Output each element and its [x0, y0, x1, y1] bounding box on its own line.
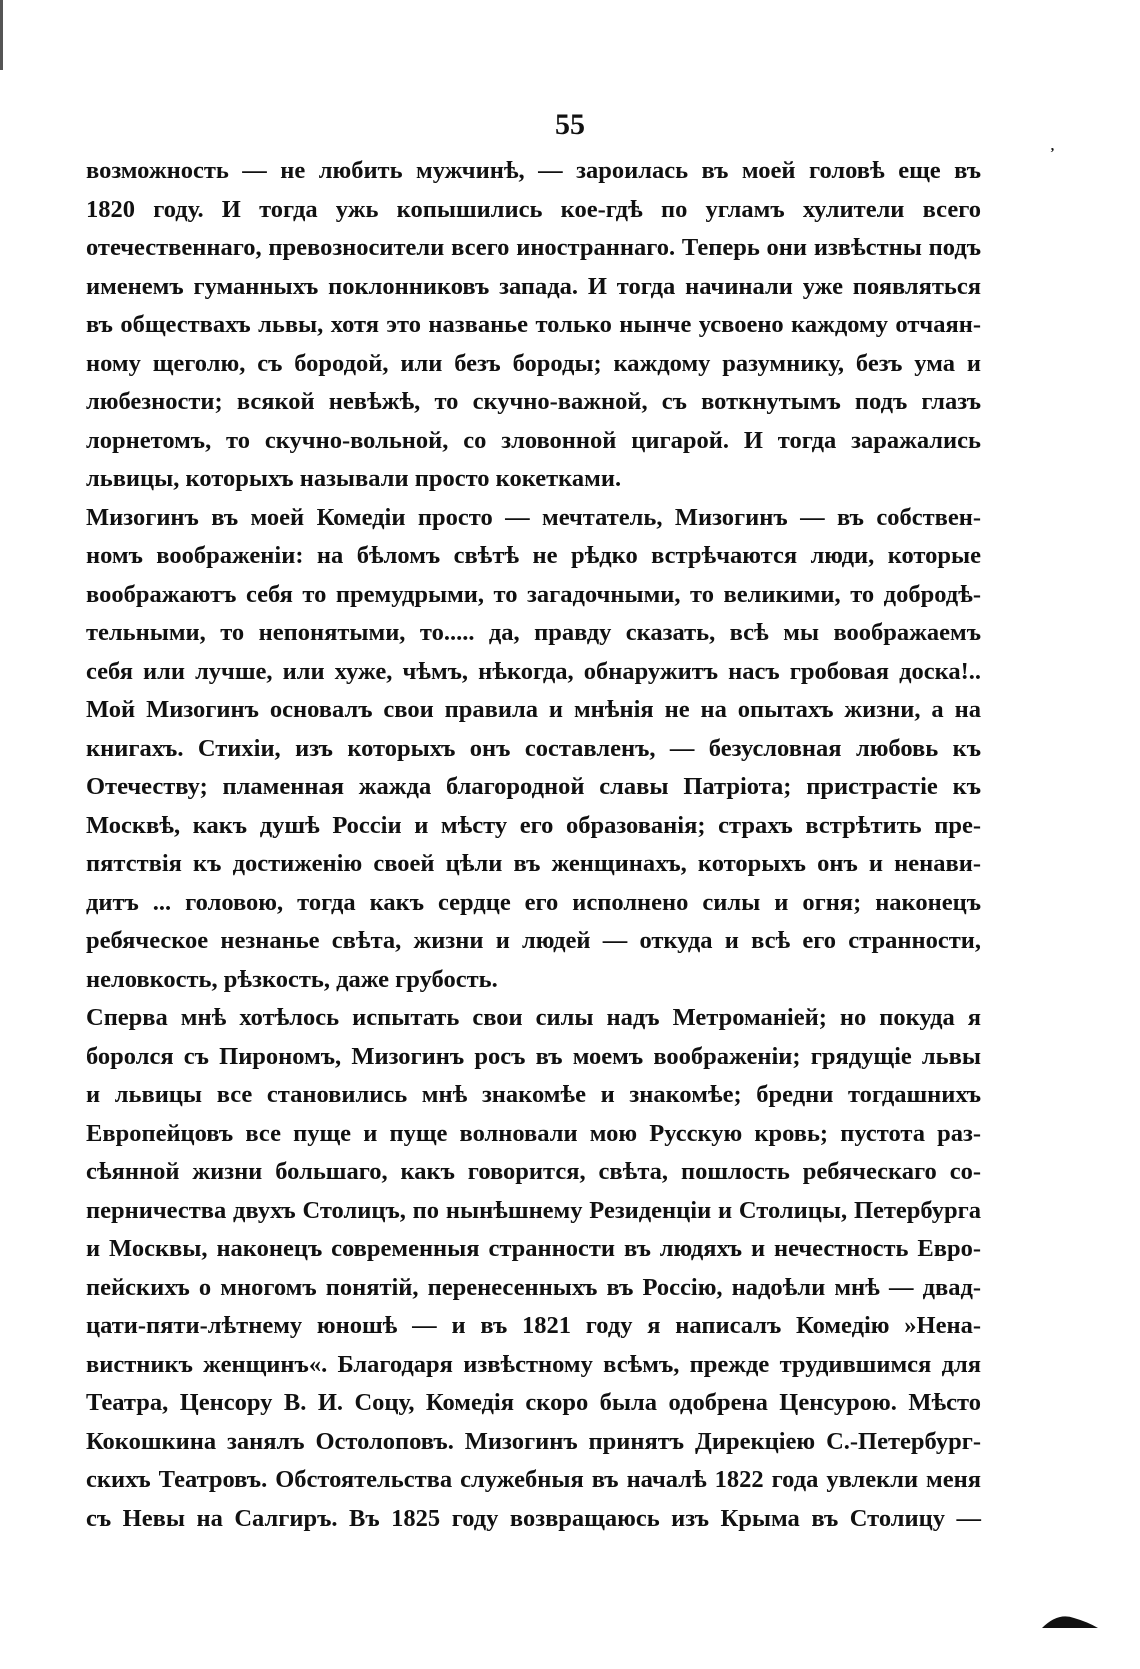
stray-mark: ’ — [1050, 146, 1055, 161]
text-line: скихъ Театровъ. Обстоятельства служебныя въ началѣ 1822 года увлекли меня — [86, 1466, 981, 1493]
text-line: съ Невы на Салгиръ. Въ 1825 году возвращаюсь изъ Крыма въ Столицу — — [86, 1504, 981, 1532]
text-line: 1820 году. И тогда ужь копышились кое-гдѣ по угламъ хулители всего — [86, 195, 981, 223]
text-line: Мой Мизогинъ основалъ свои правила и мнѣнія не на опытахъ жизни, а на — [86, 696, 981, 723]
text-line: перничества двухъ Столицъ, по нынѣшнему Резиденціи и Столицы, Петербурга — [86, 1196, 981, 1224]
text-line: львицы, которыхъ называли просто кокетками. — [86, 465, 622, 492]
text-line: дитъ ... головою, тогда какъ сердце его исполнено силы и огня; наконецъ — [86, 888, 981, 916]
body-text — [86, 152, 981, 1538]
text-line: себя или лучше, или хуже, чѣмъ, нѣкогда, обнаружитъ насъ гробовая доска!.. — [86, 657, 981, 685]
text-line: пейскихъ о многомъ понятій, перенесенныхъ въ Россію, надоѣли мнѣ — двад- — [86, 1273, 981, 1301]
text-line: номъ воображеніи: на бѣломъ свѣтѣ не рѣдко встрѣчаются люди, которые — [86, 542, 981, 569]
text-line: цати-пяти-лѣтнему юношѣ — и въ 1821 году я написалъ Комедію »Нена- — [86, 1312, 981, 1339]
text-line: боролся съ Пирономъ, Мизогинъ росъ въ моемъ воображеніи; грядущіе львы — [86, 1042, 981, 1070]
text-line: лорнетомъ, то скучно-вольной, со зловонной цигарой. И тогда заражались — [86, 426, 981, 454]
text-line: сѣянной жизни большаго, какъ говорится, свѣта, пошлость ребяческаго со- — [86, 1158, 981, 1185]
paragraph-start-line: Сперва мнѣ хотѣлось испытать свои силы надъ Метроманіей; но покуда я — [86, 1004, 981, 1031]
text-line: Отечеству; пламенная жажда благородной славы Патріота; пристрастіе къ — [86, 773, 981, 800]
text-line: Европейцовъ все пуще и пуще волновали мою Русскую кровь; пустота раз- — [86, 1119, 981, 1147]
page-corner-ornament — [1040, 1610, 1100, 1632]
text-line: Театра, Ценсору В. И. Соцу, Комедія скоро была одобрена Ценсурою. Мѣсто — [86, 1389, 981, 1416]
text-line: и Москвы, наконецъ современныя странности въ людяхъ и нечестность Евро- — [86, 1235, 981, 1262]
text-line: любезности; всякой невѣжѣ, то скучно-важной, съ воткнутымъ подъ глазъ — [86, 388, 981, 415]
text-line: книгахъ. Стихіи, изъ которыхъ онъ составленъ, — безусловная любовь къ — [86, 734, 981, 762]
text-line: воображаютъ себя то премудрыми, то загадочными, то великими, то добродѣ- — [86, 580, 981, 608]
text-line: тельными, то непонятыми, то..... да, правду сказать, всѣ мы воображаемъ — [86, 619, 981, 646]
paragraph-start-line: Мизогинъ въ моей Комедіи просто — мечтатель, Мизогинъ — въ собствен- — [86, 503, 981, 531]
text-line: именемъ гуманныхъ поклонниковъ запада. И тогда начинали уже появляться — [86, 272, 981, 300]
text-line: Москвѣ, какъ душѣ Россіи и мѣсту его образованія; страхъ встрѣтить пре- — [86, 811, 981, 839]
text-line: ребяческое незнанье свѣта, жизни и людей — откуда и всѣ его странности, — [86, 927, 981, 954]
text-line: въ обществахъ львы, хотя это названье только нынче усвоено каждому отчаян- — [86, 311, 981, 338]
text-line: отечественнаго, превозносители всего иностраннаго. Теперь они извѣстны подъ — [86, 234, 981, 261]
text-line: Кокошкина занялъ Остолоповъ. Мизогинъ принятъ Дирекціею С.-Петербург- — [86, 1427, 981, 1455]
text-line: вистникъ женщинъ«. Благодаря извѣстному всѣмъ, прежде трудившимся для — [86, 1350, 981, 1378]
page-number: 55 — [555, 108, 585, 141]
text-line: пятствія къ достиженію своей цѣли въ женщинахъ, которыхъ онъ и ненави- — [86, 850, 981, 877]
text-line: ному щеголю, съ бородой, или безъ бороды; каждому разумнику, безъ ума и — [86, 349, 981, 377]
text-line: возможность — не любить мужчинѣ, — зароилась въ моей головѣ еще въ — [86, 157, 981, 184]
text-line: неловкость, рѣзкость, даже грубость. — [86, 965, 498, 993]
text-line: и львицы все становились мнѣ знакомѣе и знакомѣе; бредни тогдашнихъ — [86, 1081, 981, 1108]
page-edge-line — [0, 0, 3, 70]
